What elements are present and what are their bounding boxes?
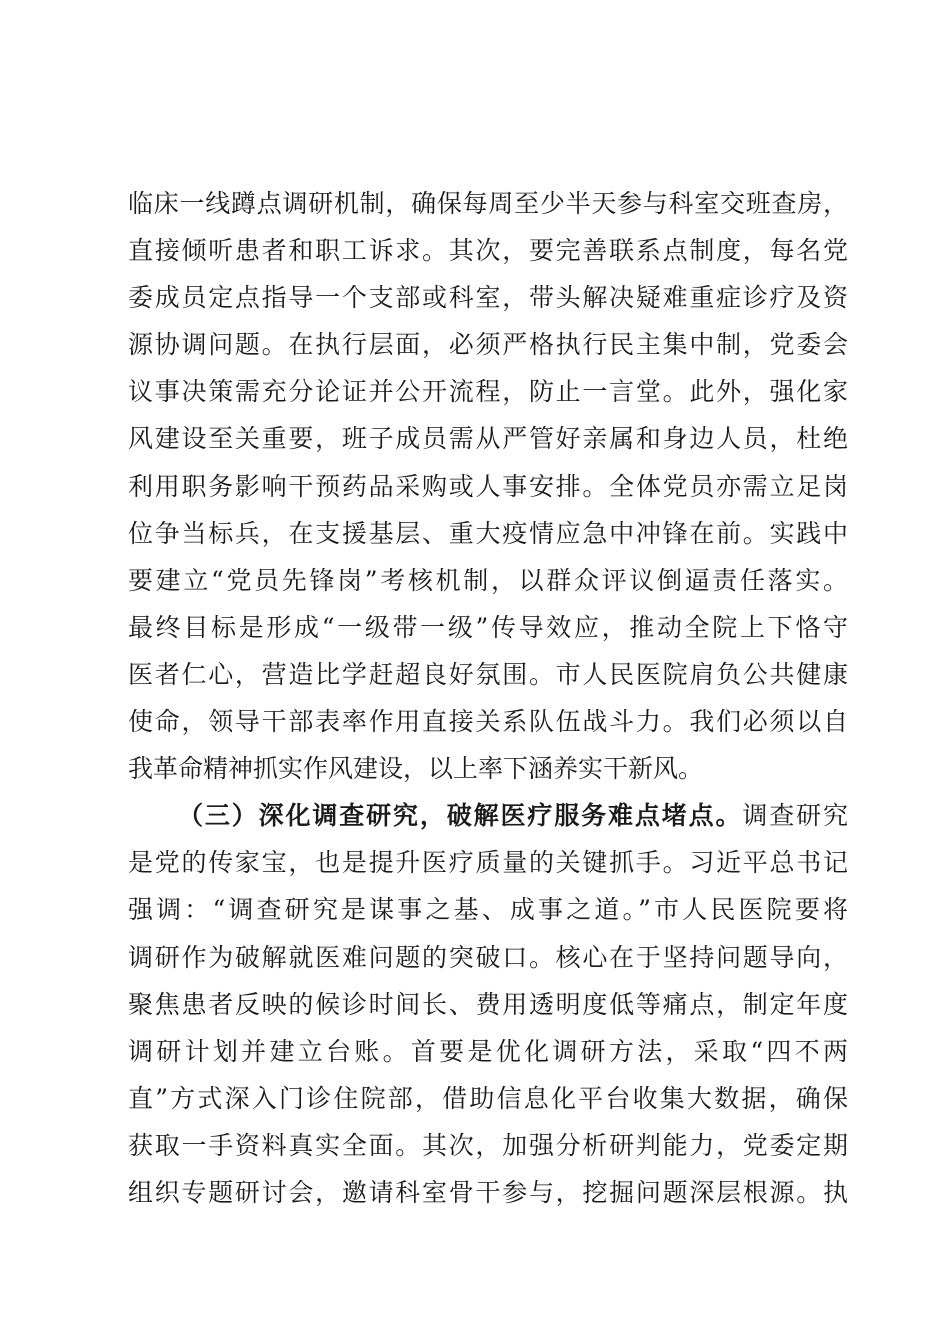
- text-line: 位争当标兵，在支援基层、重大疫情应急中冲锋在前。实践中: [128, 518, 848, 548]
- section-heading: （三）深化调查研究，破解医疗服务难点堵点。: [178, 801, 743, 831]
- text-line: 是党的传家宝，也是提升医疗质量的关键抓手。习近平总书记: [128, 848, 848, 878]
- text-line: 委成员定点指导一个支部或科室，带头解决疑难重症诊疗及资: [128, 283, 848, 313]
- text-line: 聚焦患者反映的候诊时间长、费用透明度低等痛点，制定年度: [128, 989, 848, 1019]
- text-line: 使命，领导干部表率作用直接关系队伍战斗力。我们必须以自: [128, 707, 848, 737]
- text-line: 利用职务影响干预药品采购或人事安排。全体党员亦需立足岗: [128, 471, 848, 501]
- text-line: 获取一手资料真实全面。其次，加强分析研判能力，党委定期: [128, 1130, 848, 1160]
- text-line: 直”方式深入门诊住院部，借助信息化平台收集大数据，确保: [128, 1083, 848, 1113]
- text-line: 调研计划并建立台账。首要是优化调研方法，采取“四不两: [128, 1036, 848, 1066]
- text-line: 临床一线蹲点调研机制，确保每周至少半天参与科室交班查房，: [128, 189, 848, 218]
- text-line: 议事决策需充分论证并公开流程，防止一言堂。此外，强化家: [128, 377, 848, 407]
- text-line: 直接倾听患者和职工诉求。其次，要完善联系点制度，每名党: [128, 236, 848, 266]
- text-line: 源协调问题。在执行层面，必须严格执行民主集中制，党委会: [128, 330, 848, 360]
- text-line: 最终目标是形成“一级带一级”传导效应，推动全院上下恪守: [128, 612, 848, 642]
- body-text: [128, 180, 848, 1216]
- text-line: 我革命精神抓实作风建设，以上率下涵养实干新风。: [128, 754, 704, 784]
- text-line: 要建立“党员先锋岗”考核机制，以群众评议倒逼责任落实。: [128, 565, 848, 595]
- text-line: 强调：“调查研究是谋事之基、成事之道。”市人民医院要将: [128, 895, 848, 925]
- paragraph-1: [128, 180, 848, 792]
- paragraph-2: [128, 792, 848, 1216]
- text-line: 调研作为破解就医难问题的突破口。核心在于坚持问题导向，: [128, 942, 848, 972]
- text-line: 风建设至关重要，班子成员需从严管好亲属和身边人员，杜绝: [128, 424, 848, 454]
- text-line: 医者仁心，营造比学赶超良好氛围。市人民医院肩负公共健康: [128, 659, 848, 689]
- text-line: 组织专题研讨会，邀请科室骨干参与，挖掘问题深层根源。执: [128, 1177, 848, 1207]
- section-heading-line: [128, 792, 848, 839]
- heading-line-rest: 调查研究: [742, 801, 848, 831]
